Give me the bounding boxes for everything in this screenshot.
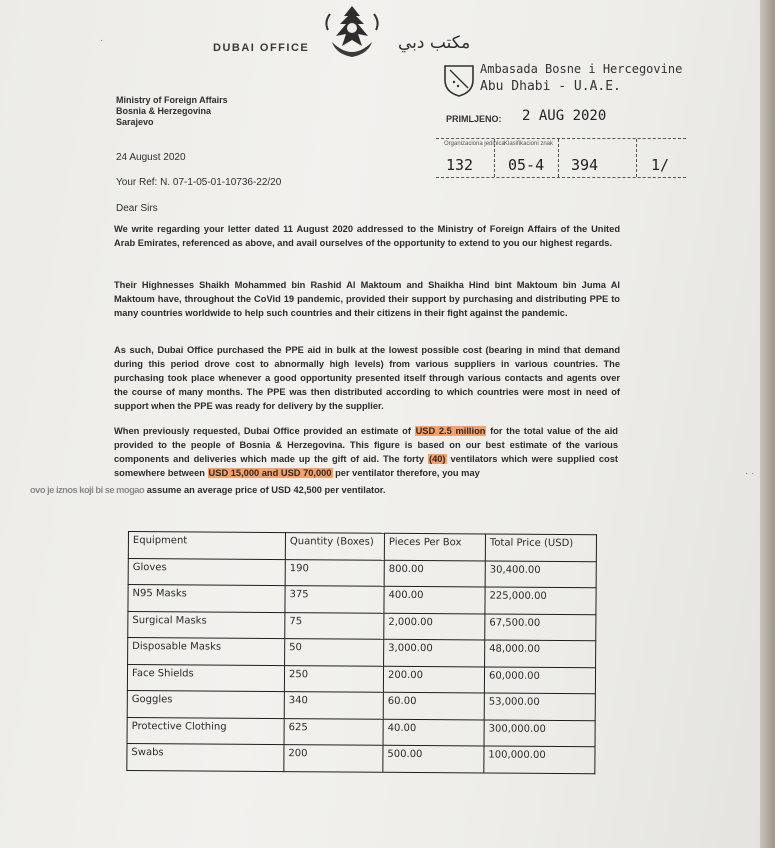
letter-date: 24 August 2020	[116, 152, 186, 163]
table-cell: Surgical Masks	[128, 611, 285, 639]
salutation: Dear Sirs	[116, 203, 158, 214]
table-row	[127, 717, 595, 747]
table-cell: Protective Clothing	[127, 717, 284, 745]
table-cell: 30,400.00	[485, 560, 596, 587]
table-header-row	[128, 532, 596, 562]
table-row	[128, 585, 596, 615]
table-cell: 250	[284, 665, 383, 692]
table-cell: 67,500.00	[485, 613, 596, 640]
table-cell: 48,000.00	[485, 640, 596, 667]
table-cell: 75	[285, 612, 384, 639]
arabic-office-label: مكتب دبي	[398, 33, 471, 53]
table-cell: 3,000.00	[384, 639, 485, 666]
stamp-received-date: 2 AUG 2020	[522, 108, 607, 124]
registry-class: 05-4	[508, 156, 545, 174]
table-cell: 50	[285, 639, 384, 666]
table-header-cell: Total Price (USD)	[485, 534, 596, 561]
table-cell: Goggles	[127, 690, 284, 718]
table-header-cell: Pieces Per Box	[384, 533, 485, 560]
stamp-embassy-city: Abu Dhabi - U.A.E.	[480, 79, 621, 94]
table-cell: 40.00	[383, 719, 484, 746]
table-cell: 200.00	[383, 666, 484, 693]
recipient-line-1: Ministry of Foreign Affairs	[116, 95, 228, 105]
registry-col2-header: Klasifikacioni znak	[504, 141, 554, 147]
stamp-embassy-name: Ambasada Bosne i Hercegovine	[480, 62, 683, 76]
registry-grid	[436, 138, 686, 178]
letter-page: DUBAI OFFICE مكتب دبي Ambasada Bosne i Hercegovine Abu Dhabi - U.A.E. PRIMLJENO: 2 AUG 2020 Organizaciona jedinica Klasifikacioni znak 132 05-4 394 1/ · · · Ministry of Foreign Affairs Bosnia & Herzegovina Sarajevo 24 August 2020 Your Ref: N. 07-1-05-01-10736-22/20 Dear Sirs We write regarding your letter dated 11 August 2020 addressed to the Ministry of Foreign Affairs of the United Arab Emirates, referenced as above, and avail ourselves of the opportunity to extend to you our highest regards. Their Highnesses Shaikh Mohammed bin Rashid Al Maktoum and Shaikha Hind bint Maktoum bin Juma Al Maktoum have, throughout the CoVid 19 pandemic, provided their support by purchasing and distributing PPE to many countries worldwide to help such countries and their citizens in their fight against the pandemic. As such, Dubai Office purchased the PPE aid in bulk at the lowest possible cost (bearing in mind that demand during this period drove cost to abnormally high levels) from various suppliers in various countries. The purchasing took place whenever a good opportunity presented itself through various contacts and agents over the course of many months. The PPE was then distributed according to which countries were most in need of support when the PPE was ready for delivery by the supplier. When previously requested, Dubai Office provided an estimate of USD 2.5 million for the total value of the aid provided to the people of Bosnia & Herzegovina. This figure is based on our best estimate of the various components and deliveries which made up the gift of aid. The forty (40) ventilators which were supplied cost somewhere between USD 15,000 and USD 70,000 per ventilator therefore, you may ovo je iznos koji bi se mogao assume an average price of USD 42,500 per ventilator. Equipment Quantity (Boxes) Pieces Per Box Total Price (USD) Gloves 190 800.00 30,400.00 N95 Masks 375 400.00 225,000.00 Surgical Masks 75 2,000.00 67,500.00 Disposable Masks 50 3,000.00 48,000.00 Face Shields 250 200.00 60,000.00 Goggles 340 60.00 53,000.00 Protective Clothing 625 40.00 300,000.00 Swabs 200 500.00 100,000.00	[0, 0, 762, 848]
paragraph-1: We write regarding your letter dated 11 August 2020 addressed to the Ministry of Foreign Affairs of the United Arab Emirates, referenced as above, and avail ourselves of the opportunity to extend to you our highest regards.	[114, 224, 620, 248]
table-header-cell: Quantity (Boxes)	[285, 533, 384, 560]
table-cell: 800.00	[384, 560, 485, 587]
handwritten-note: ovo je iznos koji bi se mogao	[30, 485, 145, 495]
table-cell: Disposable Masks	[128, 638, 285, 666]
table-row	[128, 611, 596, 641]
office-label: DUBAI OFFICE	[213, 42, 310, 54]
table-row	[127, 690, 595, 720]
table-cell: 190	[285, 559, 384, 586]
table-cell: 300,000.00	[484, 719, 595, 746]
recipient-line-3: Sarajevo	[116, 117, 154, 127]
page-shadow-edge	[760, 0, 775, 848]
table-cell: 400.00	[384, 586, 485, 613]
table-row	[127, 743, 595, 773]
table-cell: 100,000.00	[484, 746, 595, 773]
table-row	[128, 558, 596, 588]
table-cell: Gloves	[128, 558, 285, 586]
paragraph-4: When previously requested, Dubai Office provided an estimate of USD 2.5 million for the total value of the aid provided to the people of Bosnia & Herzegovina. This figure is based on our best estimate of the various components and deliveries which made up the gift of aid. The forty (40) ventilators which were supplied cost somewhere between USD 15,000 and USD 70,000 per ventilator therefore, you may	[114, 426, 618, 478]
letter-reference: Your Ref: N. 07-1-05-01-10736-22/20	[116, 177, 282, 188]
registry-col1-header: Organizaciona jedinica	[444, 141, 505, 147]
table-cell: 375	[285, 586, 384, 613]
recipient-line-2: Bosnia & Herzegovina	[116, 106, 212, 116]
ppe-table	[126, 531, 597, 774]
registry-number: 132	[446, 156, 474, 174]
table-cell: N95 Masks	[128, 585, 285, 613]
highlight-total-value: USD 2.5 million	[415, 426, 486, 436]
dubai-emblem-icon	[322, 2, 382, 60]
table-row	[127, 664, 595, 694]
highlight-price-range: USD 15,000 and USD 70,000	[208, 468, 332, 478]
embassy-shield-icon	[442, 62, 476, 98]
table-header-cell: Equipment	[128, 532, 285, 560]
table-row	[128, 638, 596, 668]
table-cell: 340	[284, 692, 383, 719]
stamp-received-label: PRIMLJENO:	[446, 114, 502, 124]
paragraph-3: As such, Dubai Office purchased the PPE aid in bulk at the lowest possible cost (bearing in mind that demand during this period drove cost to abnormally high levels) from various suppliers in various countries. The purchasing took place whenever a good opportunity presented itself through various contacts and agents over the course of many months. The PPE was then distributed according to which countries were most in need of support when the PPE was ready for delivery by the supplier.	[114, 345, 620, 411]
table-cell: 200	[284, 745, 383, 772]
table-cell: 225,000.00	[485, 587, 596, 614]
table-cell: 53,000.00	[484, 693, 595, 720]
table-cell: 500.00	[383, 745, 484, 772]
table-cell: 625	[284, 718, 383, 745]
highlight-ventilator-count: (40)	[428, 454, 446, 464]
table-cell: 60,000.00	[484, 666, 595, 693]
registry-attachment: 1/	[651, 156, 670, 174]
paragraph-4-last-line: ovo je iznos koji bi se mogao assume an average price of USD 42,500 per ventilator.	[30, 485, 386, 495]
table-cell: Swabs	[127, 743, 284, 771]
table-cell: 2,000.00	[384, 613, 485, 640]
registry-entry: 394	[571, 156, 599, 174]
paragraph-2: Their Highnesses Shaikh Mohammed bin Rashid Al Maktoum and Shaikha Hind bint Maktoum bin Juma Al Maktoum have, throughout the CoVid 19 pandemic, provided their support by purchasing and distributing PPE to many countries worldwide to help such countries and their citizens in their fight against the pandemic.	[114, 280, 620, 318]
table-cell: 60.00	[383, 692, 484, 719]
table-cell: Face Shields	[127, 664, 284, 692]
